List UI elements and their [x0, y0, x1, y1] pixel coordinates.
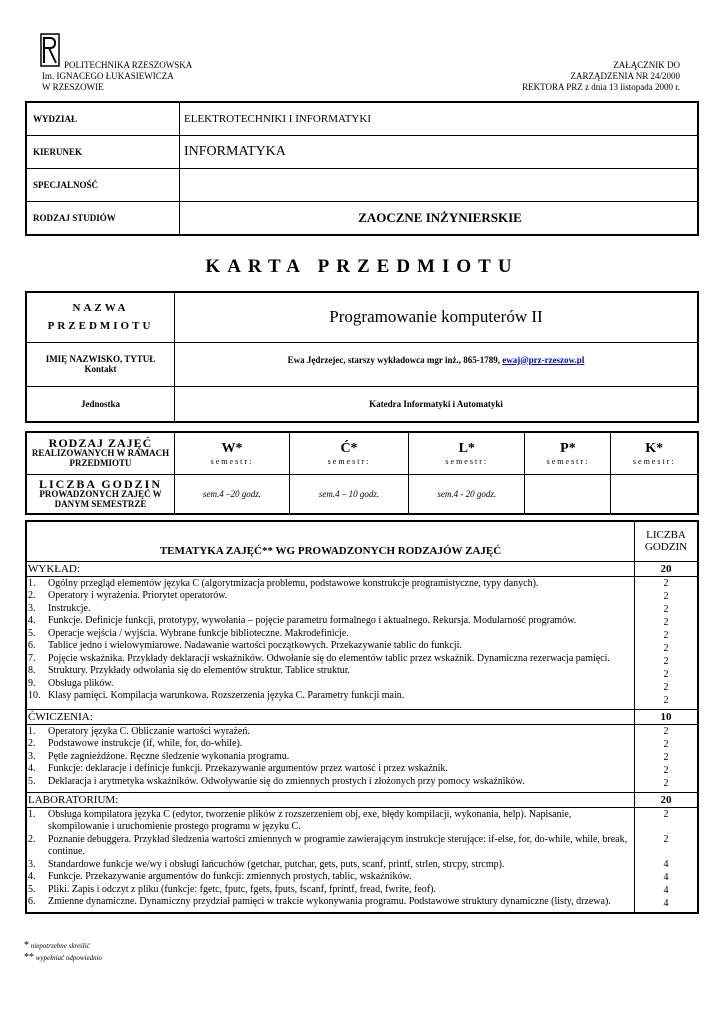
topic-item — [28, 859, 633, 872]
hours-title: LICZBA GODZIN — [38, 476, 163, 491]
topic-hours: 4 — [663, 858, 669, 870]
semester-caption: semestr: — [546, 456, 590, 466]
study-type-value: ZAOCZNE INŻYNIERSKIE — [180, 202, 699, 236]
hours-list — [636, 809, 696, 911]
lecturer-label-line2: Kontakt — [84, 364, 117, 374]
topic-text: Tablice jedno i wielowymiarowe. Nadawanie wartości początkowych. Przekazywanie tablic do funkcji. — [48, 640, 462, 651]
topic-number: 1. — [28, 725, 36, 737]
university-patron: Im. IGNACEGO ŁUKASIEWICZA — [42, 71, 174, 81]
faculty-value: ELEKTROTECHNIKI I INFORMATYKI — [180, 102, 699, 136]
topic-hours: 2 — [663, 642, 669, 654]
hours-label — [26, 474, 175, 514]
topic-number: 6. — [28, 896, 36, 907]
faculty-label: WYDZIAŁ — [26, 102, 180, 136]
topic-hours: 2 — [663, 655, 669, 667]
field-label: KIERUNEK — [26, 136, 180, 169]
topic-item — [28, 590, 633, 603]
topic-number: 6. — [28, 640, 36, 651]
university-city: W RZESZOWIE — [42, 82, 104, 92]
lecturer-value — [175, 342, 699, 386]
topic-item — [28, 871, 633, 884]
topic-text: Operatory i wyrażenia. Priorytet operatorów. — [48, 590, 228, 601]
class-code: L* — [458, 440, 475, 456]
hours-w: sem.4 –20 godz. — [175, 474, 290, 514]
lecture-hours — [635, 576, 699, 709]
footnote-mark: * — [24, 940, 29, 951]
subject-name-label-line1: NAZWA — [72, 302, 129, 315]
subject-name-label — [26, 292, 175, 342]
topic-text: Funkcje. Definicje funkcji, prototypy, wywołania – pojęcie parametru formalnego i aktualnego. Rekursja. Modularność programów. — [48, 615, 577, 626]
topic-hours: 2 — [663, 577, 669, 589]
specialty-value — [180, 169, 699, 202]
topic-text: Pętle zagnieżdżone. Ręczne śledzenie wykonania programu. — [48, 750, 290, 762]
class-code: W* — [221, 440, 243, 456]
section-total-lab: 20 — [635, 792, 699, 807]
topic-item — [28, 763, 633, 776]
topic-text: Instrukcje. — [48, 602, 91, 614]
university-name: POLITECHNIKA RZESZOWSKA — [64, 60, 193, 70]
topic-item — [28, 776, 633, 789]
topic-item — [28, 751, 633, 764]
topic-number: 1. — [28, 808, 36, 820]
topic-text: Obsługa kompilatora języka C (edytor, tworzenie plików z rozszerzeniem obj, exe, błędy kompilacji, wykonania, help). Napisanie, skompilowanie i uruchomienie prostego programu w języku C. — [48, 808, 572, 832]
subject-name-label-line2: PRZEDMIOTU — [47, 320, 154, 333]
class-type-l — [409, 432, 525, 474]
class-type-subtitle: REALIZOWANYCH W RAMACH PRZEDMIOTU — [31, 448, 170, 469]
hours-header-line2: GODZIN — [644, 541, 688, 554]
hours-header-line1: LICZBA — [646, 529, 686, 542]
topic-text: Standardowe funkcje we/wy i obsługi łańcuchów (getchar, putchar, gets, puts, scanf, printf, strlen, strcpy, strcmp). — [48, 858, 505, 870]
topic-number: 2. — [28, 738, 36, 749]
lecturer-label-line1: IMIĘ NAZWISKO, TYTUŁ — [45, 354, 156, 364]
exercise-hours — [635, 724, 699, 792]
topic-hours: 4 — [663, 871, 669, 883]
footnote-2 — [24, 952, 102, 963]
topic-hours: 4 — [663, 897, 669, 909]
topic-text: Ogólny przegląd elementów języka C (algorytmizacja problemu, podstawowe konstrukcje programistyczne, typy danych). — [48, 577, 539, 589]
study-info-table — [25, 101, 699, 236]
topic-hours: 2 — [663, 833, 669, 845]
lecturer-email-link[interactable]: ewaj@prz-rzeszow.pl — [502, 354, 585, 365]
class-code: Ć* — [340, 440, 358, 456]
topic-hours: 2 — [663, 668, 669, 680]
topic-number: 5. — [28, 775, 36, 787]
topic-hours: 2 — [663, 629, 669, 641]
attachment-line: REKTORA PRZ z dnia 13 listopada 2000 r. — [522, 82, 680, 92]
topic-item — [28, 615, 633, 628]
class-code: K* — [645, 440, 664, 456]
attachment-line: ZAŁĄCZNIK DO — [613, 60, 680, 70]
topic-item — [28, 665, 633, 678]
topic-hours: 2 — [663, 777, 669, 789]
topic-number: 1. — [28, 577, 36, 589]
topic-item — [28, 603, 633, 616]
hours-list — [636, 578, 696, 708]
hours-c: sem.4 – 10 godz. — [289, 474, 408, 514]
topic-text: Operacje wejścia / wyjścia. Wybrane funkcje biblioteczne. Makrodefinicje. — [48, 627, 349, 639]
topic-number: 2. — [28, 590, 36, 601]
lecturer-label — [26, 342, 175, 386]
semester-caption: semestr: — [632, 456, 676, 466]
topic-number: 8. — [28, 665, 36, 676]
topic-item — [28, 738, 633, 751]
specialty-label: SPECJALNOŚĆ — [26, 169, 180, 202]
topic-text: Klasy pamięci. Kompilacja warunkowa. Rozszerzenia języka C. Parametry funkcji main. — [48, 690, 405, 701]
class-type-k — [611, 432, 698, 474]
section-title-exercises: ĆWICZENIA: — [26, 709, 635, 724]
topics-table — [25, 520, 699, 914]
topic-hours: 2 — [663, 725, 669, 737]
topic-text: Deklaracja i arytmetyka wskaźników. Odwoływanie się do zmiennych prostych i złożonych przy pomocy wskaźników. — [48, 775, 525, 787]
exercise-topics — [26, 724, 635, 792]
class-type-title: RODZAJ ZAJĘĆ — [48, 436, 153, 451]
topic-text: Poznanie debuggera. Przykład śledzenia wartości zmiennych w programie zawierającym instrukcje sterujące: if-else, for, do-while, while, break, continue. — [48, 833, 628, 857]
topic-number: 3. — [28, 858, 36, 870]
topics-header: TEMATYKA ZAJĘĆ** WG PROWADZONYCH RODZAJÓW ZAJĘĆ — [26, 521, 635, 561]
topic-item — [28, 809, 633, 834]
lab-hours — [635, 807, 699, 913]
class-type-label — [26, 432, 175, 474]
topic-number: 5. — [28, 883, 36, 895]
topic-item — [28, 678, 633, 691]
topic-item — [28, 653, 633, 666]
class-type-p — [525, 432, 611, 474]
topic-hours: 2 — [663, 808, 669, 820]
topic-text: Pliki. Zapis i odczyt z pliku (funkcje: fgetc, fputc, fgets, fputs, fscanf, fprintf, fread, fwrite, feof). — [48, 883, 436, 895]
topic-hours: 2 — [663, 681, 669, 693]
class-types-table — [25, 431, 699, 515]
topic-hours: 2 — [663, 751, 669, 763]
topic-item — [28, 578, 633, 591]
topics-hours-header — [635, 521, 699, 561]
topic-text: Podstawowe instrukcje (if, while, for, do-while). — [48, 738, 243, 749]
topic-text: Funkcje. Przekazywanie argumentów do funkcji: zmiennych prostych, tablic, wskaźników. — [48, 871, 412, 882]
topic-number: 2. — [28, 833, 36, 845]
attachment-line: ZARZĄDZENIA NR 24/2000 — [570, 71, 680, 81]
topic-hours: 2 — [663, 764, 669, 776]
unit-value: Katedra Informatyki i Automatyki — [175, 386, 699, 422]
topic-item — [28, 834, 633, 859]
lab-topics — [26, 807, 635, 913]
hours-l: sem.4 - 20 godz. — [409, 474, 525, 514]
topic-number: 9. — [28, 677, 36, 689]
topic-list — [28, 578, 633, 703]
topic-number: 7. — [28, 652, 36, 664]
lecture-topics — [26, 576, 635, 709]
hours-list — [636, 726, 696, 791]
topic-number: 4. — [28, 763, 36, 774]
topic-number: 3. — [28, 602, 36, 614]
topic-hours: 2 — [663, 590, 669, 602]
topic-number: 10. — [28, 690, 41, 701]
topic-item — [28, 640, 633, 653]
topic-number: 4. — [28, 615, 36, 626]
section-total-exercises: 10 — [635, 709, 699, 724]
section-title-lab: LABORATORIUM: — [26, 792, 635, 807]
topic-hours: 2 — [663, 603, 669, 615]
section-title-lecture: WYKŁAD: — [26, 561, 635, 576]
page-title: KARTA PRZEDMIOTU — [205, 256, 519, 277]
footnote-text: wypełniać odpowiednio — [35, 954, 103, 962]
topic-number: 4. — [28, 871, 36, 882]
footnote-1 — [24, 940, 90, 951]
subject-name-value: Programowanie komputerów II — [175, 292, 699, 342]
hours-subtitle: PROWADZONYCH ZAJĘĆ W DANYM SEMESTRZE — [39, 488, 162, 509]
topic-hours: 2 — [663, 616, 669, 628]
topic-text: Funkcje: deklaracje i definicje funkcji. Przekazywanie argumentów przez wartość i przez wskaźnik. — [48, 763, 448, 774]
semester-caption: semestr: — [210, 456, 254, 466]
semester-caption: semestr: — [327, 456, 371, 466]
section-total-lecture: 20 — [635, 561, 699, 576]
lecturer-details: Ewa Jędrzejec, starszy wykładowca mgr inż., 865-1789, — [287, 354, 500, 365]
class-code: P* — [560, 440, 576, 456]
topic-list — [28, 809, 633, 909]
topic-item — [28, 726, 633, 739]
topic-item — [28, 896, 633, 909]
topic-text: Obsługa plików. — [48, 677, 114, 689]
subject-table — [25, 291, 699, 423]
topic-text: Zmienne dynamiczne. Dynamiczny przydział pamięci w trakcie wykonywania programu. Podstawowe struktury dynamiczne (listy, drzewa). — [48, 896, 611, 907]
attachment-header — [522, 60, 680, 93]
class-type-w — [175, 432, 290, 474]
semester-caption: semestr: — [445, 456, 489, 466]
topic-item — [28, 628, 633, 641]
topic-text: Pojęcie wskaźnika. Przykłady deklaracji wskaźników. Odwołanie się do elementów tablic przez wskaźnik. Dynamiczna rezerwacja pamięci. — [48, 652, 610, 664]
university-header — [42, 60, 192, 93]
study-type-label: RODZAJ STUDIÓW — [26, 202, 180, 236]
topic-text: Struktury. Przykłady odwołania się do elementów struktur. Tablice struktur. — [48, 665, 351, 676]
topic-item — [28, 690, 633, 703]
topic-text: Operatory języka C. Obliczanie wartości wyrażeń. — [48, 725, 250, 737]
topic-hours: 2 — [663, 694, 669, 706]
hours-k — [611, 474, 698, 514]
footnote-mark: ** — [24, 952, 34, 963]
topic-item — [28, 884, 633, 897]
topic-hours: 4 — [663, 884, 669, 896]
topic-number: 3. — [28, 750, 36, 762]
class-type-c — [289, 432, 408, 474]
topic-hours: 2 — [663, 738, 669, 750]
footnote-text: niepotrzebne skreślić — [30, 942, 90, 950]
field-value: INFORMATYKA — [180, 136, 699, 169]
topic-list — [28, 726, 633, 789]
hours-p — [525, 474, 611, 514]
topic-number: 5. — [28, 627, 36, 639]
unit-label: Jednostka — [26, 386, 175, 422]
